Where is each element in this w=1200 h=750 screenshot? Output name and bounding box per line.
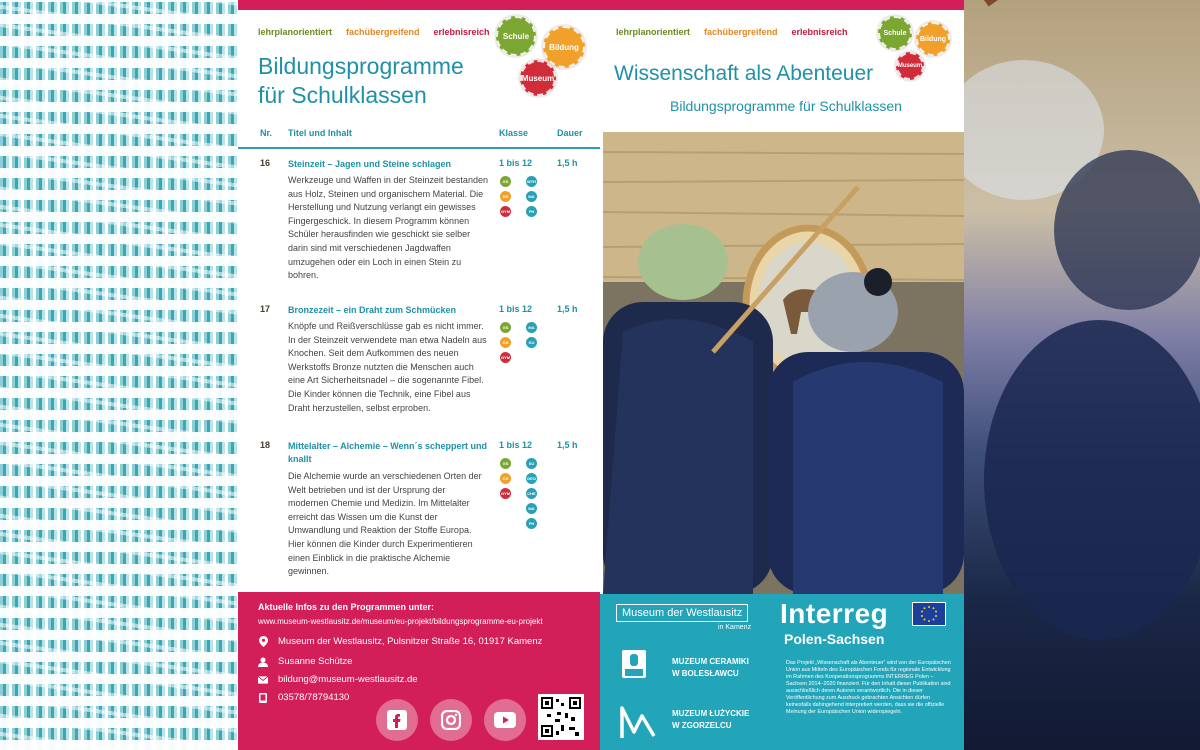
glass-bow-streak [984,0,1087,7]
polen-sachsen-label: Polen-Sachsen [784,631,885,647]
museum-luzyckie-line-2: W ZGORZELCU [672,721,732,730]
badge-ku: KU [526,337,537,348]
badge-gs: GS [500,176,511,187]
circle-schule: Schule [878,16,912,50]
row-description: Knöpfe und Reißverschlüsse gab es nicht immer. In der Steinzeit verwendete man etwa Nadeln aus Knochen. Seit dem Aufkommen des neuen Werkstoffs Bronze nutzten die Menschen auch eine Art Sicherheitsnadel – die sogenannte Fibel. Die Kinder können die Technik, eine Fibel aus Draht herzustellen, selbst erproben. [288,321,487,413]
museum-westlausitz-logo: Museum der Westlausitz [616,604,748,622]
badge-che: CHE [526,488,537,499]
address-text: Museum der Westlausitz, Pulsnitzer Straße 16, 01917 Kamenz [278,636,543,647]
badge-wth: WTH [526,176,537,187]
address-line [258,636,542,647]
circle-museum: Museum [520,60,556,96]
row-title: Bronzezeit – ein Draht zum Schmücken [288,305,457,315]
badge-ma: MA [526,191,537,202]
email-link[interactable]: bildung@museum-westlausitz.de [278,674,418,685]
eu-disclaimer: Das Projekt „Wissenschaft als Abenteuer“ wird von der Europäischen Union aus Mitteln des Europäischen Fonds für regionale Entwicklung im Rahmen des Kooperationsprogramms INTERREG Polen – Sachsen 2014–2020 finanziert. Für den Inhalt dieser Publikation sind ausschließlich deren Autoren verantwortlich. Die in dieser Veröffentlichung zum Ausdruck gebrachten Ansichten dürfen keinesfalls dahingehend interpretiert werden, dass sie die offizielle Meinung der Europäischen Union widerspiegeln. [786,660,951,715]
header-nr: Nr. [260,128,273,138]
circle-museum: Museum [896,52,924,80]
eu-flag-icon [912,602,946,626]
program-link[interactable]: www.museum-westlausitz.de/museum/eu-projekt/bildungsprogramme-eu-projekt [258,617,543,626]
table-row [238,304,600,434]
title-line-1: Bildungsprogramme [258,53,464,79]
badge-su: SU [526,458,537,469]
museum-ceramiki-name [672,656,749,680]
contact-footer [238,592,600,750]
mail-icon [258,675,268,685]
top-accent-bar [238,0,600,10]
circle-schule: Schule [496,16,536,56]
badge-gs: GS [500,458,511,469]
tag-fachuebergreifend: fachübergreifend [346,27,420,37]
logo-circles [878,16,952,82]
subject-badges [500,322,540,363]
badge-os: OS [500,473,511,484]
badge-os: OS [500,337,511,348]
header-title: Titel und Inhalt [288,128,352,138]
badge-ph: PH [526,518,537,529]
museum-luzyckie-name [672,708,749,732]
badge-spacer [500,518,511,529]
badge-ma: MA [526,503,537,514]
table-header [238,127,600,149]
table-row [238,440,600,588]
row-title: Steinzeit – Jagen und Steine schlagen [288,159,452,169]
row-class: 1 bis 12 [499,440,533,450]
logo-circles [496,16,588,98]
row-duration: 1,5 h [557,158,578,168]
qr-code-icon [538,694,584,740]
title-line-2: für Schulklassen [258,82,427,108]
brochure-panel-cover [600,0,964,750]
cover-subtitle: Bildungsprogramme für Schulklassen [670,98,902,114]
circle-bildung: Bildung [543,26,585,68]
row-description: Die Alchemie wurde an verschiedenen Orten der Welt betrieben und ist der Ursprung der modernen Chemie und Medizin. Im Mittelalter erreicht das Wissen um die Kunst der Umwandlung und Reaktion der Stoffe Europa. Hier können die Kinder durch Experimentieren einen Einblick in die praktische Alchemie gewinnen. [288,471,482,577]
cover-photo-archery [603,132,964,594]
tag-lehrplanorientiert: lehrplanorientiert [258,27,333,37]
row-duration: 1,5 h [557,440,578,450]
table-row [238,158,600,298]
top-accent-bar [600,0,964,10]
badge-ma: MA [526,322,537,333]
tag-fachuebergreifend: fachübergreifend [704,27,778,37]
interreg-logo: Interreg [780,598,889,629]
header-duration: Dauer [557,128,583,138]
badge-gym: GYM [500,352,511,363]
person-icon [258,657,268,667]
page-title [258,52,464,110]
row-class: 1 bis 12 [499,158,533,168]
row-number: 17 [260,304,271,314]
tag-row [258,27,490,37]
tag-lehrplanorientiert: lehrplanorientiert [616,27,691,37]
badge-gs: GS [500,322,511,333]
row-number: 16 [260,158,271,168]
contact-line [258,656,352,667]
glass-blob [984,320,1200,640]
email-line [258,674,418,685]
partners-footer [600,594,964,750]
tag-erlebnisreich: erlebnisreich [791,27,848,37]
decorative-pattern-left [0,0,238,750]
map-pin-icon [258,637,268,647]
phone-number: 03578/78794130 [278,692,350,703]
subject-badges [500,458,540,529]
phone-icon [258,693,268,703]
museum-luzyckie-line-1: MUZEUM ŁUŻYCKIE [672,709,750,718]
badge-geo: GEO [526,473,537,484]
tag-row [616,27,848,37]
decorative-glass-right [964,0,1200,750]
footer-heading: Aktuelle Infos zu den Programmen unter: [258,602,435,612]
facebook-icon[interactable] [376,699,418,741]
row-description: Werkzeuge und Waffen in der Steinzeit bestanden aus Holz, Steinen und organischem Material. Die Herstellung und Nutzung verlangt ein gewisses Fingergeschick. In diesem Programm können Schüler herausfinden wie geschickt sie selber darin sind mit verschiedenen Jagdwaffen umzugehen oder ein Loch in einen Stein zu bohren. [288,175,488,281]
row-class: 1 bis 12 [499,304,533,314]
instagram-icon[interactable] [430,699,472,741]
brochure-panel-programs [238,0,600,750]
subject-badges [500,176,540,217]
row-duration: 1,5 h [557,304,578,314]
phone-line [258,692,349,703]
badge-os: OS [500,191,511,202]
circle-bildung: Bildung [916,22,950,56]
youtube-icon[interactable] [484,699,526,741]
museum-luzyckie-logo [618,702,658,747]
museum-ceramiki-line-1: MUZEUM CERAMIKI [672,657,749,666]
header-class: Klasse [499,128,529,138]
kamenz-label: in Kamenz [718,624,752,631]
row-number: 18 [260,440,271,450]
badge-ph: PH [526,206,537,217]
badge-gym: GYM [500,488,511,499]
museum-ceramiki-logo [622,650,646,678]
tag-erlebnisreich: erlebnisreich [433,27,490,37]
cover-title: Wissenschaft als Abenteuer [614,62,874,85]
museum-ceramiki-line-2: W BOLESŁAWCU [672,669,739,678]
contact-name: Susanne Schütze [278,656,353,667]
badge-gym: GYM [500,206,511,217]
glass-blob [1054,150,1200,310]
badge-spacer [500,503,511,514]
row-title: Mittelalter – Alchemie – Wenn´s scheppert und knallt [288,441,488,464]
